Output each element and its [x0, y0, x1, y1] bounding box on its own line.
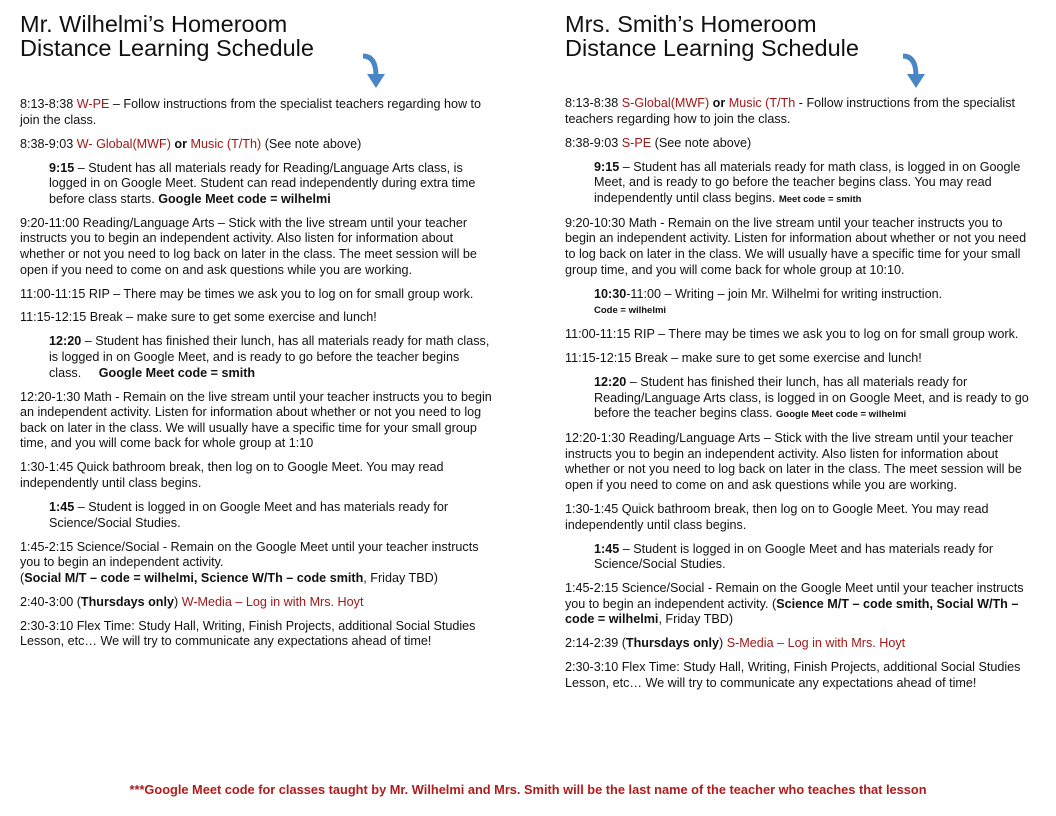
left-entry-bathroom: 1:30-1:45 Quick bathroom break, then log on to Google Meet. You may read independently until class begins.	[20, 460, 444, 490]
right-entry-rip: 11:00-11:15 RIP – There may be times we ask you to log on for small group work.	[565, 327, 1019, 342]
left-title-line1: Mr. Wilhelmi’s Homeroom	[20, 11, 288, 37]
curved-down-arrow-icon	[900, 50, 930, 92]
right-entry-science: 1:45-2:15 Science/Social - Remain on the Google Meet until your teacher instructs you to begin an independent activity. (Science M/T – code smith, Social W/Th – code = wilhelmi, Friday TBD)	[565, 581, 1024, 627]
right-entry-reading: 12:20-1:30 Reading/Language Arts – Stick with the live stream until your teacher instructs you to begin an independent activity. Also listen for information about whether or not you need to log back on later in the class. The meet session will be open if you need to come on and ask questions while you are working.	[565, 431, 1022, 492]
right-entry-global-music: 8:13-8:38 S-Global(MWF) or Music (T/Th - Follow instructions from the specialist teachers regarding how to join the class.	[565, 96, 1016, 126]
right-entries	[565, 96, 1035, 700]
footer-note: ***Google Meet code for classes taught by Mr. Wilhelmi and Mrs. Smith will be the last name of the teacher who teaches that lesson	[129, 782, 927, 797]
left-title	[20, 12, 498, 60]
left-entry-pe: 8:13-8:38 W-PE – Follow instructions from the specialist teachers regarding how to join the class.	[20, 97, 482, 127]
left-entry-science: 1:45-2:15 Science/Social - Remain on the Google Meet until your teacher instructs you to begin an independent activity. (Social M/T – code = wilhelmi, Science W/Th – code smith, Friday TBD)	[20, 539, 479, 585]
left-entry-915: 9:15 – Student has all materials ready for Reading/Language Arts class, is logged in on Google Meet. Student can read independently during extra time before class starts. Google Meet code = wilhelmi	[49, 160, 476, 206]
left-entry-145: 1:45 – Student is logged in on Google Meet and has materials ready for Science/Social Studies.	[49, 499, 449, 530]
right-entry-break: 11:15-12:15 Break – make sure to get some exercise and lunch!	[565, 351, 922, 366]
left-entry-break: 11:15-12:15 Break – make sure to get some exercise and lunch!	[20, 310, 377, 325]
right-entry-pe: 8:38-9:03 S-PE (See note above)	[565, 135, 752, 150]
right-entry-math: 9:20-10:30 Math - Remain on the live stream until your teacher instructs you to begin an independent activity. Listen for information about whether or not you need to log back on later in the class. We will usually have a specific time for your small group time, and you will come back for whole group at 10:10.	[565, 215, 1027, 277]
right-title-line2: Distance Learning Schedule	[565, 35, 859, 61]
right-entry-915: 9:15 – Student has all materials ready for math class, is logged in on Google Meet, and is ready to go before the teacher begins class. You may read independently until class begins. Meet code = smith	[594, 159, 1021, 205]
smith-schedule	[565, 11, 1035, 690]
left-title-line2: Distance Learning Schedule	[20, 35, 314, 61]
wilhelmi-schedule	[20, 11, 498, 649]
right-entry-flex: 2:30-3:10 Flex Time: Study Hall, Writing, Finish Projects, additional Social Studies Lesson, etc… We will try to communicate any expectations ahead of time!	[565, 660, 1021, 690]
right-title	[565, 12, 1035, 60]
left-entry-1220: 12:20 – Student has finished their lunch, has all materials ready for math class, is logged in on Google Meet, and is ready to go before the teacher begins class. Google Meet code = smith	[49, 334, 490, 380]
right-entry-145: 1:45 – Student is logged in on Google Meet and has materials ready for Science/Social Studies.	[594, 541, 994, 572]
left-entry-math: 12:20-1:30 Math - Remain on the live stream until your teacher instructs you to begin an independent activity. Listen for information about whether or not you need to log back on later in the class. We will usually have a specific time for your small group time, and you will come back for whole group at 1:10	[20, 389, 492, 451]
right-entry-writing: 10:30-11:00 – Writing – join Mr. Wilhelmi for writing instruction. Code = wilhelmi	[594, 286, 943, 317]
left-entries	[20, 97, 498, 658]
left-entry-media: 2:40-3:00 (Thursdays only) W-Media – Log in with Mrs. Hoyt	[20, 594, 364, 609]
left-entry-global-music: 8:38-9:03 W- Global(MWF) or Music (T/Th) (See note above)	[20, 136, 362, 151]
curved-down-arrow-icon	[360, 50, 390, 92]
right-entry-media: 2:14-2:39 (Thursdays only) S-Media – Log in with Mrs. Hoyt	[565, 636, 906, 651]
right-entry-bathroom: 1:30-1:45 Quick bathroom break, then log on to Google Meet. You may read independently until class begins.	[565, 501, 989, 532]
right-title-line1: Mrs. Smith’s Homeroom	[565, 11, 817, 37]
left-entry-rip: 11:00-11:15 RIP – There may be times we ask you to log on for small group work.	[20, 286, 474, 301]
right-entry-1220: 12:20 – Student has finished their lunch, has all materials ready for Reading/Language Arts class, is logged in on Google Meet, and is ready to go before the teacher begins class. Google Meet code = wilhelmi	[594, 375, 1029, 421]
left-entry-flex: 2:30-3:10 Flex Time: Study Hall, Writing, Finish Projects, additional Social Studies Lesson, etc… We will try to communicate any expectations ahead of time!	[20, 618, 476, 649]
left-entry-reading: 9:20-11:00 Reading/Language Arts – Stick with the live stream until your teacher instructs you to begin an independent activity. Also listen for information about whether or not you need to log back on later in the class. The meet session will be open if you need to come on and ask questions while you are working.	[20, 215, 477, 277]
